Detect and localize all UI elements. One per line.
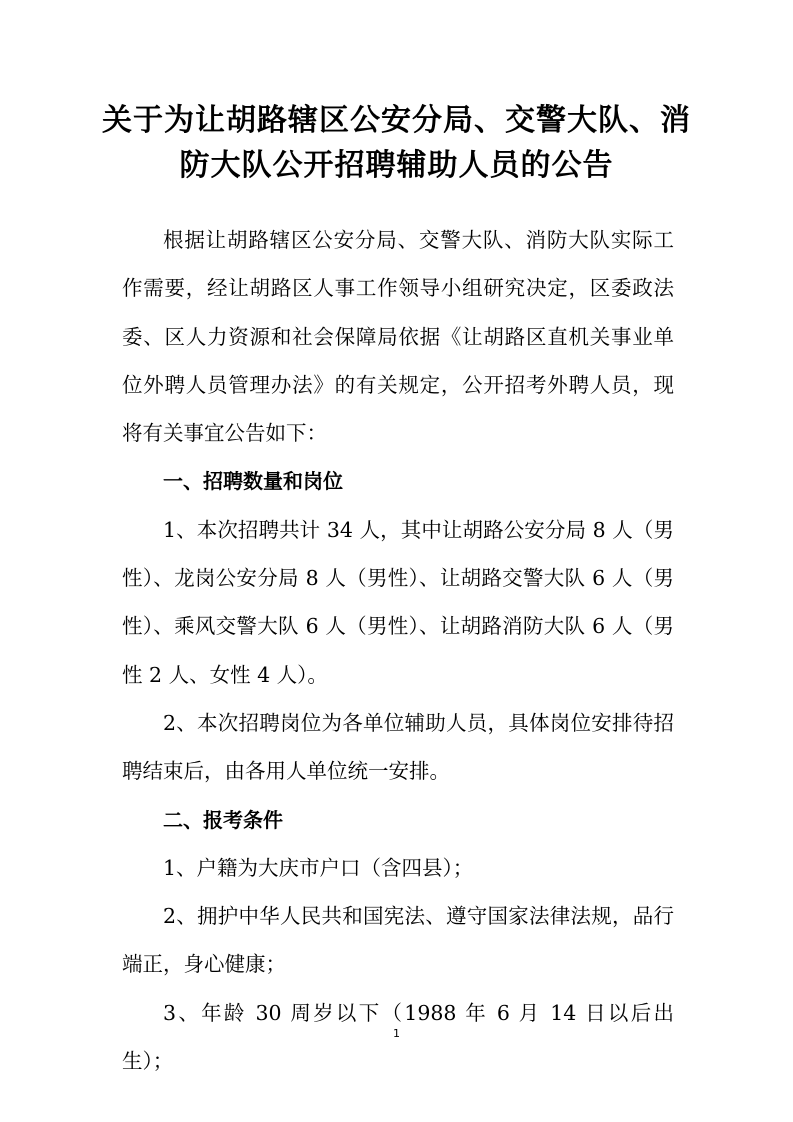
page-number: 1	[393, 1027, 400, 1040]
recruitment-item-2: 2、本次招聘岗位为各单位辅助人员，具体岗位安排待招聘结束后，由各用人单位统一安排。	[122, 710, 674, 784]
section-heading-recruitment: 一、招聘数量和岗位	[163, 469, 343, 494]
condition-item-1: 1、户籍为大庆市户口（含四县）；	[163, 855, 474, 880]
recruitment-item-1: 1、本次招聘共计 34 人，其中让胡路公安分局 8 人（男性）、龙岗公安分局 8 人（男性）、让胡路交警大队 6 人（男性）、乘风交警大队 6 人（男性）、让胡路消防大队 6 人（男性 2 人、女性 4 人）。	[122, 517, 674, 687]
document-title-line-1: 关于为让胡路辖区公安分局、交警大队、消	[102, 103, 691, 138]
intro-paragraph: 根据让胡路辖区公安分局、交警大队、消防大队实际工作需要，经让胡路区人事工作领导小组研究决定，区委政法委、区人力资源和社会保障局依据《让胡路区直机关事业单位外聘人员管理办法》的有关规定，公开招考外聘人员，现将有关事宜公告如下：	[122, 228, 674, 446]
condition-item-2: 2、拥护中华人民共和国宪法、遵守国家法律法规，品行端正，身心健康；	[122, 904, 674, 977]
condition-item-3: 3、年龄 30 周岁以下（1988 年 6 月 14 日以后出生）；	[122, 1000, 674, 1074]
document-body	[122, 216, 674, 1085]
document-title-line-2: 防大队公开招聘辅助人员的公告	[179, 148, 614, 183]
section-heading-conditions: 二、报考条件	[163, 807, 283, 832]
